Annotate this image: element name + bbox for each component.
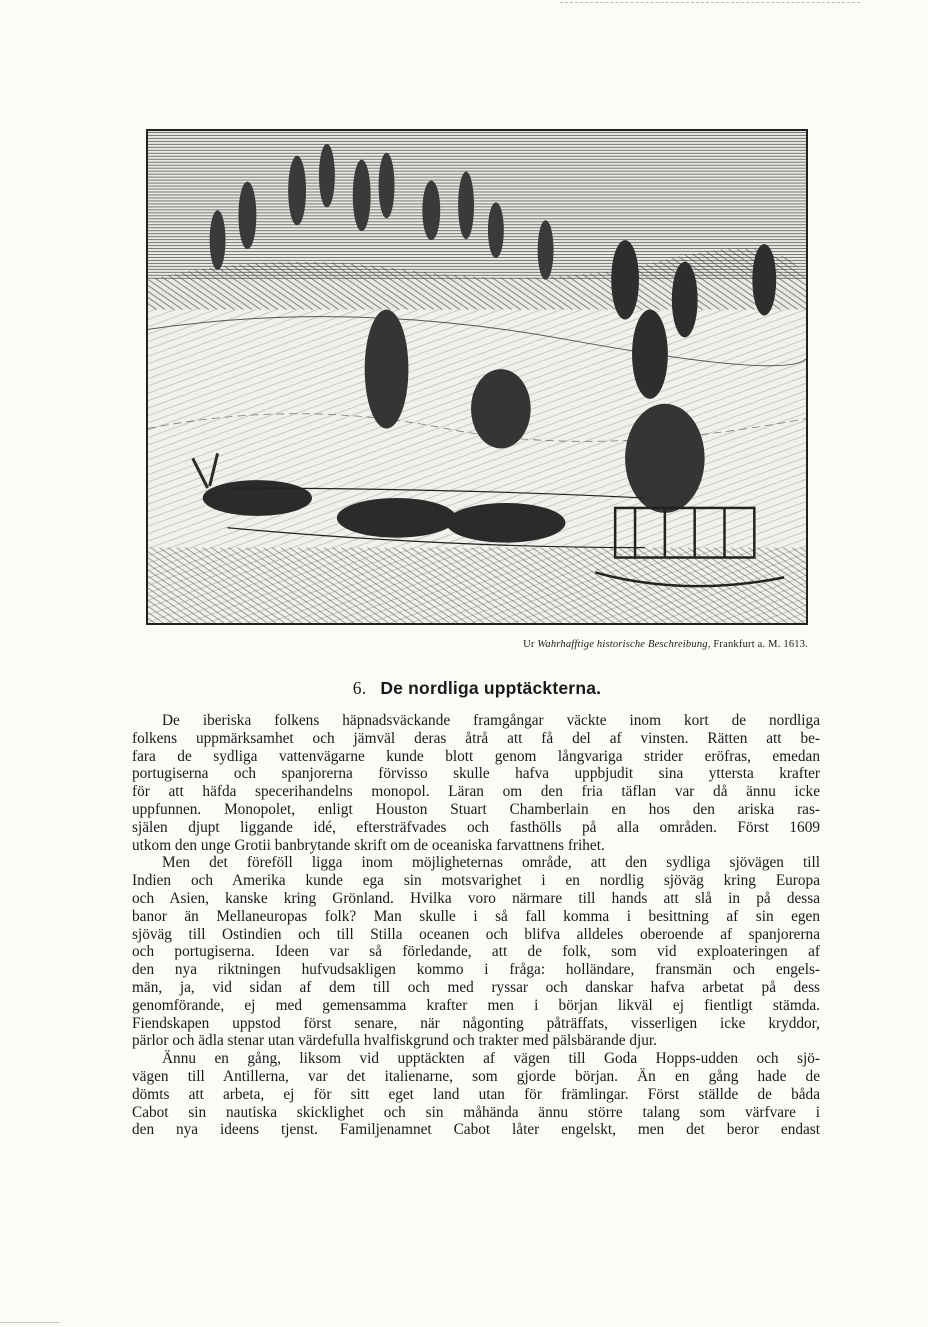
text-line: Indien och Amerika kunde ega sin motsvarighet i en nordlig sjöväg kring Europa xyxy=(132,872,820,890)
text-line: De iberiska folkens häpnadsväckande framgångar väckte inom kort de nordliga xyxy=(162,712,820,729)
text-line: sjöväg till Ostindien och till Stilla oceanen och blifva alldeles oberoende af spanjorerna xyxy=(132,925,820,943)
text-line: fara de sydliga vattenvägarne kunde blott genom långvariga strider eröfras, emedan xyxy=(132,747,820,765)
text-line: för att häfda specerihandelns monopol. Läran om den fria täflan var då ännu icke xyxy=(132,783,820,801)
text-line: Men det föreföll ligga inom möjligheternas område, att den sydliga sjövägen till xyxy=(162,854,820,872)
text-line: dömts att arbeta, ej för sitt eget land utan för främlingar. Först ställde de båda xyxy=(132,1085,820,1103)
text-line: vägen till Antillerna, var det italienarne, som gjorde början. Än en gång hade de xyxy=(132,1067,820,1085)
text-line: och Asien, kanske kring Grönland. Hvilka voro närmare till hands att slå in på dessa xyxy=(132,889,820,907)
page-edge-rule xyxy=(560,2,860,3)
text-line: folkens uppmärksamhet och jämväl deras åtrå att få del af vinsten. Rätten att be- xyxy=(132,729,820,747)
text-line: Ännu en gång, liksom vid upptäckten af vägen till Goda Hopps-udden och sjö- xyxy=(162,1050,820,1068)
page-edge-rule-bottom xyxy=(0,1322,60,1323)
text-line: och portugiserna. Ideen var så förledande, att de folk, som vid exploateringen af xyxy=(132,943,820,961)
text-line: portugiserna och spanjorerna förvisso skulle hafva uppbjudit sina yttersta krafter xyxy=(132,765,820,783)
section-number: 6. xyxy=(352,678,367,698)
body-text xyxy=(132,712,820,1139)
text-line: uppfunnen. Monopolet, enligt Houston Stuart Chamberlain en hos den ariska ras- xyxy=(132,800,820,818)
text-line: den nya riktningen hufvudsakligen kommo i fråga: holländare, fransmän och engels- xyxy=(132,961,820,979)
text-line: själen djupt liggande idé, eftersträfvades och fasthölls på alla områden. Först 1609 xyxy=(132,818,820,836)
text-line: Fiendskapen uppstod först senare, när någonting påträffats, visserligen icke kryddor, xyxy=(132,1014,820,1032)
text-line: pärlor och ädla stenar utan värdefulla hvalfiskgrund och trakter med pälsbärande djur. xyxy=(132,1032,657,1050)
text-line: utkom den unge Grotii banbrytande skrift om de oceaniska farvattnens frihet. xyxy=(132,836,605,854)
text-line: Cabot sin nautiska skicklighet och sin måhända ännu större talang som värfvare i xyxy=(132,1103,820,1121)
section-title: De nordliga upptäckterna. xyxy=(380,678,602,698)
caption-source-title: Wahrhafftige historische Beschreibung, xyxy=(537,639,711,650)
section-heading xyxy=(146,678,808,699)
caption-prefix: Ur xyxy=(523,639,538,650)
engraving-illustration xyxy=(146,129,808,625)
figure-caption xyxy=(146,639,808,650)
text-line: män, ja, vid sidan af dem till och med ryssar och danskar hafva arbetat på dess xyxy=(132,978,820,996)
caption-suffix: Frankfurt a. M. 1613. xyxy=(710,639,808,650)
engraving-drawing xyxy=(148,131,806,623)
text-line: den nya ideens tjenst. Familjenamnet Cabot låter engelskt, men det beror endast xyxy=(132,1121,820,1139)
text-line: banor än Mellaneuropas folk? Man skulle i så fall komma i besittning af sin egen xyxy=(132,907,820,925)
text-line: genomförande, ej med gemensamma krafter men i början likväl ej fientligt stämda. xyxy=(132,996,820,1014)
